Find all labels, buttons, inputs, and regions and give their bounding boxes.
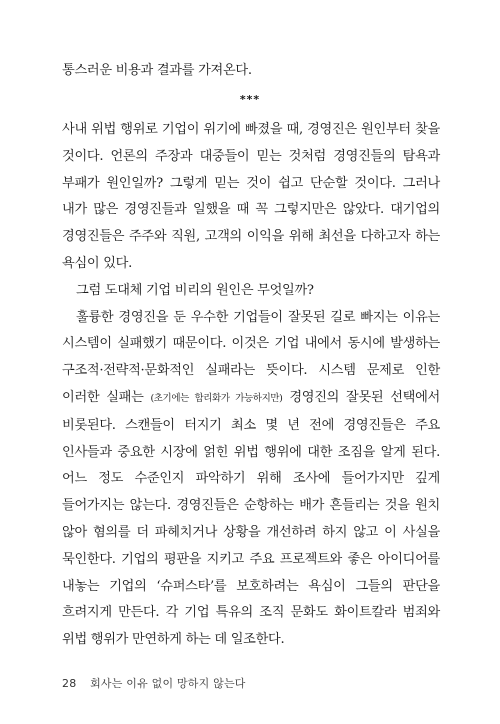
paragraph-3-parenthetical: (초기에는 합리화가 가능하지만) xyxy=(150,392,283,404)
page-number: 28 xyxy=(62,677,77,690)
paragraph-3-part-b: 경영진의 잘못된 선택에서 비롯된다. 스캔들이 터지기 최소 몇 년 전에 경영진들은 주요 인사들과 중요한 시장에 얽힌 위법 행위에 대한 조짐을 알게 된다. 어느 정도 수준인지 파악하기 위해 조사에 들어가지만 깊게 들어가지는 않는다. 경영진들은 순항하는 배가 흔들리는 것을 원치 않아 혐의를 더 파헤치거나 상황을 개선하려 하지 않고 이 사실을 묵인한다. 기업의 평판을 지키고 주요 프로젝트와 좋은 아이디어를 내놓는 기업의 ‘슈퍼스타’를 보호하려는 욕심이 그들의 판단을 흐려지게 만든다. 각 기업 특유의 조직 문화도 화이트칼라 범죄와 위법 행위가 만연하게 하는 데 일조한다. xyxy=(62,389,440,648)
paragraph-3 xyxy=(62,305,440,654)
carry-over-text: 통스러운 비용과 결과를 가져온다. xyxy=(62,63,252,78)
carry-over-line xyxy=(62,58,440,85)
running-title: 회사는 이유 없이 망하지 않는다 xyxy=(90,677,246,690)
paragraph-3-part-a: 훌륭한 경영진을 둔 우수한 기업들이 잘못된 길로 빠지는 이유는 시스템이 실패했기 때문이다. 이것은 기업 내에서 동시에 발생하는 구조적·전략적·문화적인 실패라는 뜻이다. 시스템 문제로 인한 이러한 실패는 xyxy=(62,309,440,405)
body-text xyxy=(62,117,440,654)
page-footer xyxy=(62,675,246,691)
paragraph-1: 사내 위법 행위로 기업이 위기에 빠졌을 때, 경영진은 원인부터 찾을 것이다. 언론의 주장과 대중들이 믿는 것처럼 경영진들의 탐욕과 부패가 원인일까? 그렇게 믿는 것이 쉽고 단순할 것이다. 그러나 내가 많은 경영진들과 일했을 때 꼭 그렇지만은 않았다. 대기업의 경영진들은 주주와 직원, 고객의 이익을 위해 최선을 다하고자 하는 욕심이 있다. xyxy=(62,122,440,271)
paragraph-2: 그럼 도대체 기업 비리의 원인은 무엇일까? xyxy=(76,282,314,298)
section-separator: *** xyxy=(239,93,261,106)
